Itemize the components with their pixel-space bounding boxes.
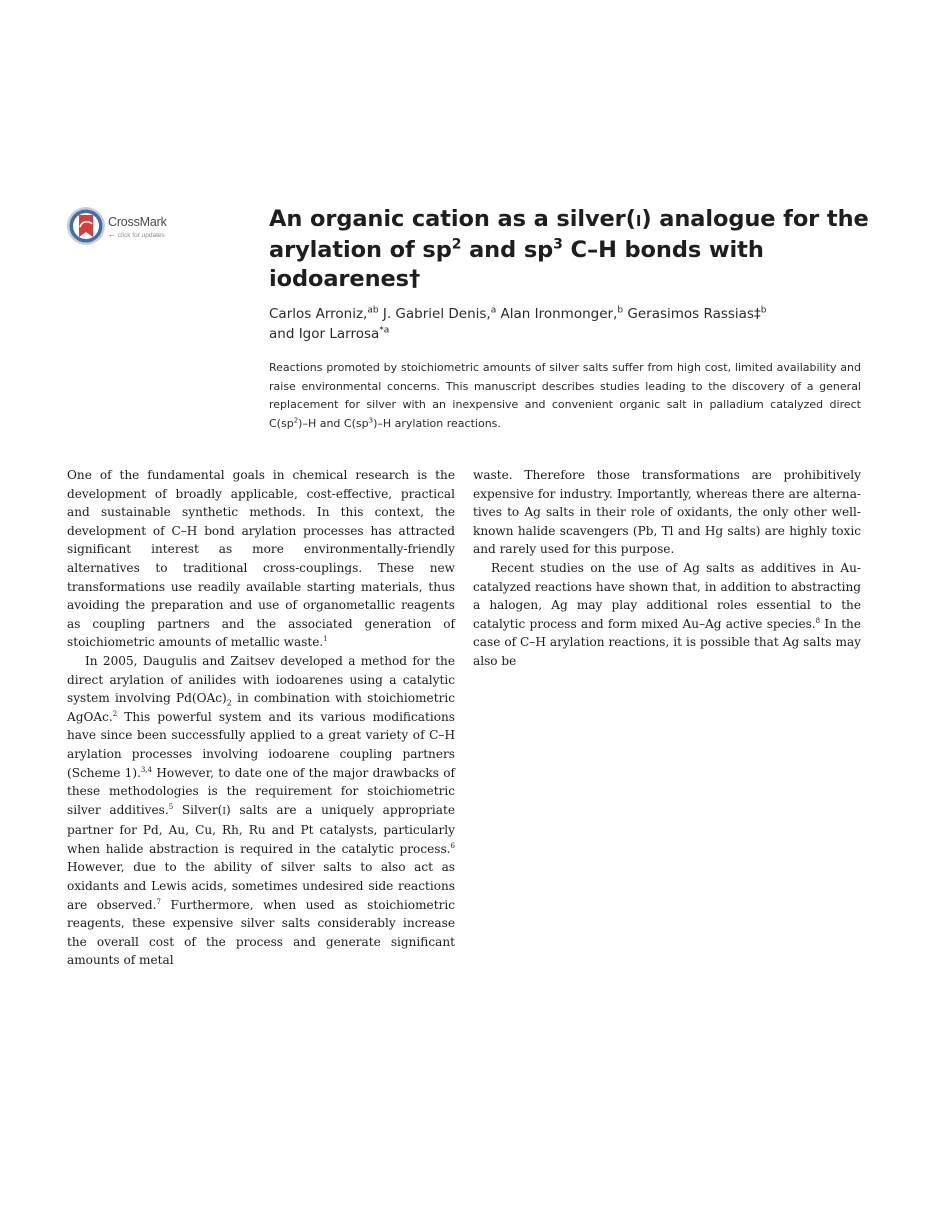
author-name: Alan Ironmonger,: [496, 306, 618, 322]
crossmark-badge[interactable]: [66, 206, 176, 248]
author-name: Carlos Arroniz,: [269, 306, 368, 322]
body-paragraph-2: In 2005, Daugulis and Zaitsev developed a method for the direct arylation of anilides with iodoarenes using a catalytic system involving $Pd(OAc)_2$ in combination with stoichiometric AgOAc.$^2$ This powerful system and its various modifications have since been successfully applied to a great variety of C–H arylation processes involving iodoarene coupling partners (Scheme 1).$^{3,4}$ However, to date one of the major drawbacks of these methodologies is the requirement for stoichiometric silver additives.$^5$ Silver(I) salts are a uniquely appropriate partner for Pd, Au, Cu, Rh, Ru and Pt catalysts, particularly when halide abstraction is required in the catalytic process.$^6$ However, due to the ability of silver salts to also act as oxidants and Lewis acids, sometimes undesired side reactions are observed.$^7$ Furthermore, when used as stoichiometric reagents, these expensive silver salts considerably increase the overall cost of the process and generate significant amounts of metal: [67, 653, 456, 968]
author-name: and Igor Larrosa: [269, 325, 380, 342]
author-name: J. Gabriel Denis,: [378, 306, 491, 322]
author-affiliation: *a: [379, 325, 390, 335]
crossmark-label: CrossMark: [108, 215, 167, 229]
author-affiliation: a: [490, 305, 497, 316]
author-affiliation: b: [617, 305, 624, 316]
reference-marker[interactable]: 2: [112, 709, 118, 718]
author-name: Gerasimos Rassias‡: [623, 306, 761, 322]
reference-marker[interactable]: 5: [168, 802, 174, 811]
article-title: An organic cation as a silver(I) analogue for the arylation of $sp^2$ and $sp^3$ C–H bonds with iodoarenes†: [269, 206, 869, 292]
body-paragraph-4: Recent studies on the use of Ag salts as additives in Au-catalyzed reactions have shown that, in addition to abstracting a halogen, Ag may play additional roles essential to the catalytic process and form mixed Au–Ag active species.$^8$ In the case of C–H arylation reactions, it is possible that Ag salts may also be: [473, 560, 861, 668]
abstract: Reactions promoted by stoichiometric amounts of silver salts suffer from high cost, limited availability and raise environmental concerns. This manuscript describes studies leading to the discovery of a general replacement for silver with an inexpensive and convenient organic salt in palladium catalyzed direct $C(sp^2)-H$ and $C(sp^3)-H$ arylation reactions.: [269, 361, 861, 430]
crossmark-sublabel: ← click for updates: [108, 230, 165, 239]
author-affiliation: b: [760, 305, 767, 316]
reference-marker[interactable]: 3,4: [140, 765, 153, 774]
body-paragraph-3: waste. Therefore those transformations are prohibitively expensive for industry. Importantly, whereas there are alternatives to Ag salts in their role of oxidants, the only other well-known halide scavengers (Pb, Tl and Hg salts) are highly toxic and rarely used for this purpose.: [473, 468, 861, 557]
body-paragraph-1: One of the fundamental goals in chemical research is the development of broadly applicable, cost-effective, practical and sustainable synthetic methods. In this context, the development of C–H bond arylation processes has attracted significant interest as more environmentally-friendly alternatives to traditional cross-couplings. These new transformations use readily available starting materials, thus avoiding the preparation and use of organometallic reagents as coupling partners and the associated generation of stoichiometric amounts of metallic waste.$^1$: [67, 468, 455, 650]
footnote-dagger: †: [408, 266, 421, 292]
author-list: [269, 305, 869, 344]
crossmark-icon: [66, 206, 106, 246]
reference-marker[interactable]: 8: [815, 616, 821, 625]
body-column-right: [473, 466, 861, 671]
reference-marker[interactable]: 7: [156, 897, 161, 906]
reference-marker[interactable]: 6: [450, 841, 455, 850]
body-column-left: [67, 466, 455, 970]
author-affiliation: ab: [367, 305, 379, 316]
reference-marker[interactable]: 1: [323, 635, 328, 644]
